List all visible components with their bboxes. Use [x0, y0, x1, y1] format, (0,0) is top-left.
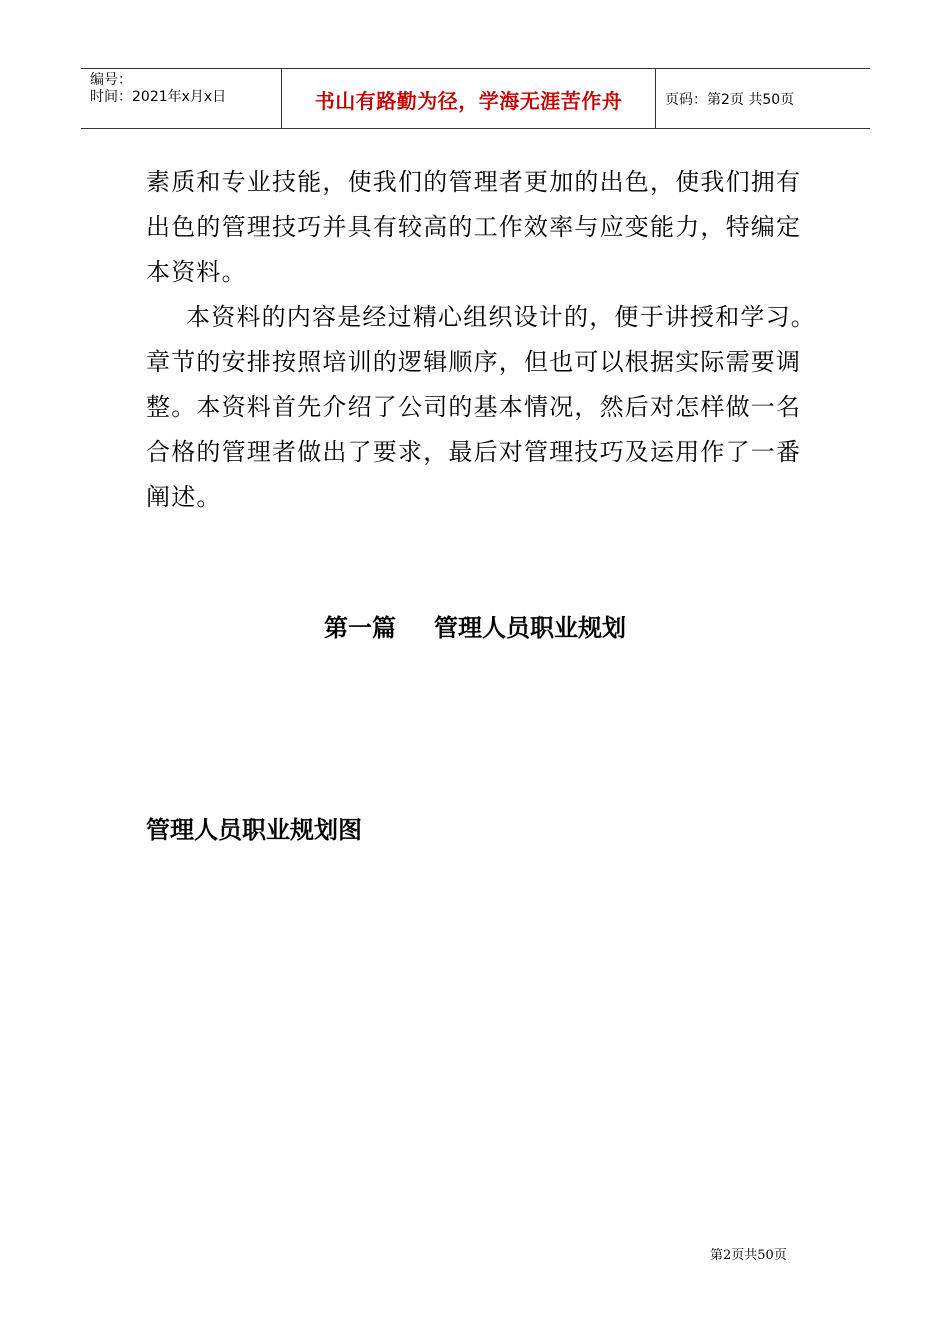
body-content — [146, 160, 818, 520]
section-part-label: 第一篇 — [324, 614, 396, 642]
section-heading — [0, 608, 950, 648]
body-paragraph: 本资料的内容是经过精心组织设计的，便于讲授和学习。章节的安排按照培训的逻辑顺序，但也可以根据实际需要调整。本资料首先介绍了公司的基本情况，然后对怎样做一名合格的管理者做出了要求，最后对管理技巧及运用作了一番阐述。 — [146, 303, 816, 511]
subsection-heading: 管理人员职业规划图 — [146, 816, 362, 844]
header-meta — [81, 69, 282, 128]
document-number-label: 编号： — [90, 72, 132, 88]
page-footer: 第2页共50页 — [710, 1248, 787, 1263]
document-date-label: 时间：2021年x月x日 — [90, 89, 227, 105]
section-title: 管理人员职业规划 — [434, 614, 626, 642]
header-page-number: 页码：第2页 共50页 — [665, 91, 795, 108]
header-motto: 书山有路勤为径，学海无涯苦作舟 — [282, 69, 656, 128]
body-paragraph: 素质和专业技能，使我们的管理者更加的出色，使我们拥有出色的管理技巧并具有较高的工作效率与应变能力，特编定本资料。 — [146, 168, 802, 286]
page-header — [81, 68, 870, 129]
